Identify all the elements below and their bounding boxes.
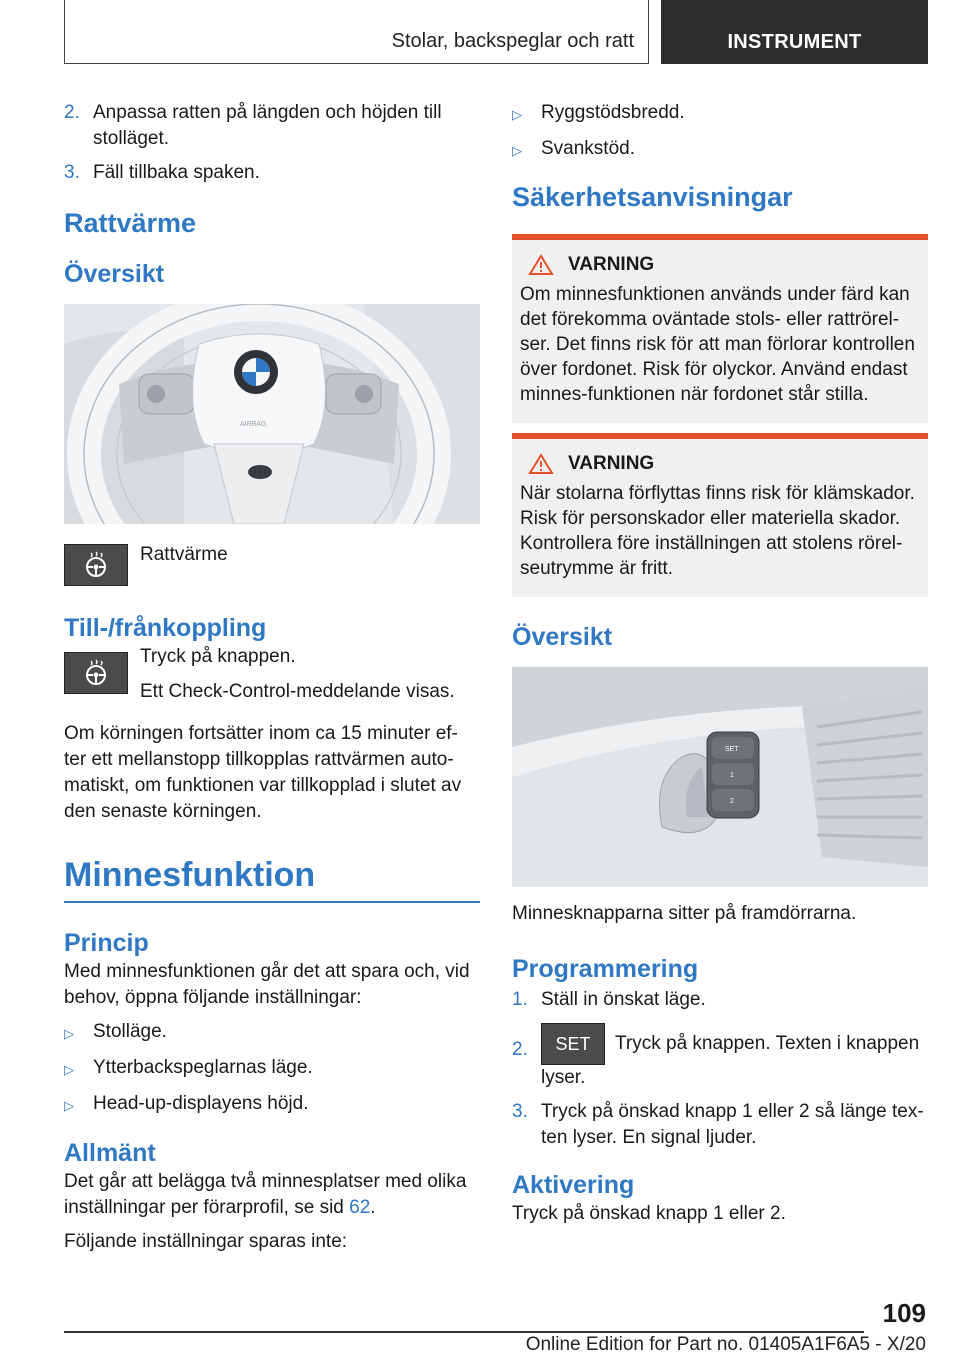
- list-item: [512, 100, 928, 128]
- aktivering-paragraph: Tryck på önskad knapp 1 eller 2.: [512, 1203, 786, 1224]
- list-item-text: Ytterbackspeglarnas läge.: [93, 1057, 313, 1078]
- door-panel-illustration: [512, 667, 928, 887]
- till-line-1: Tryck på knappen.: [140, 646, 296, 667]
- step-text: Anpassa ratten på längden och höjden till stolläget.: [93, 102, 442, 149]
- heated-steering-button[interactable]: [64, 544, 128, 586]
- step-item: [512, 987, 928, 1013]
- list-item-text: Head-up-displayens höjd.: [93, 1093, 309, 1114]
- right-column: [512, 100, 928, 1227]
- list-item: [64, 1055, 480, 1083]
- warning-triangle-icon: [528, 254, 554, 276]
- footer-edition: Online Edition for Part no. 01405A1F6A5 - X/20: [525, 1334, 926, 1355]
- heated-steering-wheel-icon: [81, 550, 111, 580]
- warning-title: [520, 453, 920, 475]
- step-content: [541, 1023, 928, 1091]
- list-item: [64, 1091, 480, 1119]
- allmant-text-a: Det går att belägga två minnesplatser med olika inställningar per förarprofil, se sid: [64, 1171, 467, 1218]
- warning-box: [512, 433, 928, 597]
- warning-title: [520, 254, 920, 276]
- step-number: 1.: [512, 989, 528, 1010]
- list-item: [64, 1019, 480, 1047]
- door-memory-photo: [512, 667, 928, 887]
- footer-rule: [64, 1331, 864, 1333]
- step-text: Tryck på önskad knapp 1 eller 2 så länge tex‐ten lyser. En signal ljuder.: [541, 1101, 924, 1148]
- bullet-triangle-icon: ▷: [64, 1026, 74, 1041]
- princip-paragraph: Med minnesfunktionen går det att spara och, vid behov, öppna följande inställningar:: [64, 961, 470, 1008]
- foljande-paragraph: Följande inställningar sparas inte:: [64, 1231, 348, 1252]
- bullet-triangle-icon: ▷: [512, 143, 522, 158]
- step-text: Fäll tillbaka spaken.: [93, 162, 260, 183]
- warning-box: [512, 234, 928, 423]
- photo-airbag-label: AIRBAG: [240, 421, 267, 428]
- steering-wheel-illustration: [64, 304, 480, 524]
- heading-minnesfunktion: Minnesfunktion: [64, 856, 316, 894]
- till-line-2: Ett Check-Control-meddelande visas.: [140, 681, 455, 702]
- left-column: [64, 100, 480, 1255]
- allmant-text-b: .: [370, 1197, 376, 1218]
- till-fran-row: [64, 644, 480, 705]
- section-tab[interactable]: [64, 0, 649, 64]
- step-number: 2.: [512, 1039, 528, 1060]
- list-item-text: Svankstöd.: [541, 138, 635, 159]
- heading-sakerhet: Säkerhetsanvisningar: [512, 182, 793, 212]
- step-item: [512, 1023, 928, 1091]
- page-number: 109: [882, 1298, 926, 1328]
- warning-text: Om minnesfunktionen används under färd kan det förekomma oväntade stols- eller rattrörel‐ser. Det finns risk för att man förlorar kontrollen över fordonet. Risk för olyckor. Använd endast minnes-funktionen när fordonet står stilla.: [520, 284, 915, 405]
- step-number: 3.: [64, 162, 80, 183]
- bullet-triangle-icon: ▷: [64, 1098, 74, 1113]
- allmant-paragraph: [64, 1169, 480, 1221]
- list-item-text: Stolläge.: [93, 1021, 167, 1042]
- bullet-triangle-icon: ▷: [512, 107, 522, 122]
- photo-one-label: 1: [730, 772, 734, 779]
- warning-triangle-icon: [528, 453, 554, 475]
- step-item: [512, 1099, 928, 1151]
- warning-label: VARNING: [568, 254, 655, 275]
- page-header: [64, 0, 928, 64]
- heading-programmering: Programmering: [512, 955, 699, 983]
- step-item: [64, 100, 480, 152]
- page-reference-link[interactable]: 62: [349, 1197, 371, 1218]
- photo-set-label: SET: [725, 746, 739, 753]
- heading-allmant: Allmänt: [64, 1139, 156, 1167]
- warning-text: När stolarna förflyttas finns risk för klämskador. Risk för personskador eller materiella skador. Kontrollera före inställningen att stolens rörel‐seutrymme är fritt.: [520, 483, 915, 579]
- heading-aktivering: Aktivering: [512, 1171, 635, 1199]
- heading-oversikt: Översikt: [64, 260, 165, 288]
- photo-caption: Minnesknapparna sitter på framdörrarna.: [512, 903, 857, 924]
- bullet-triangle-icon: ▷: [64, 1062, 74, 1077]
- heading-rule: [64, 901, 480, 903]
- list-item: [512, 136, 928, 164]
- heading-princip: Princip: [64, 929, 149, 957]
- photo-two-label: 2: [730, 798, 734, 805]
- till-fran-text: [140, 644, 455, 705]
- list-item-text: Ryggstödsbredd.: [541, 102, 685, 123]
- heated-steering-button[interactable]: [64, 652, 128, 694]
- steering-wheel-photo: [64, 304, 480, 524]
- chapter-tab[interactable]: [661, 0, 928, 64]
- step-text: Tryck på knappen. Texten i knappen lyser.: [541, 1033, 920, 1088]
- section-title: Stolar, backspeglar och ratt: [391, 30, 634, 52]
- rattvarme-legend: [64, 544, 480, 586]
- step-item: [64, 160, 480, 186]
- heading-oversikt-right: Översikt: [512, 623, 613, 651]
- set-button[interactable]: SET: [541, 1023, 605, 1065]
- heading-till-fran: Till-/frånkoppling: [64, 614, 267, 642]
- chapter-title: INSTRUMENT: [727, 31, 862, 53]
- step-text: Ställ in önskat läge.: [541, 989, 706, 1010]
- heading-rattvarme: Rattvärme: [64, 208, 197, 238]
- rattvarme-paragraph: Om körningen fortsätter inom ca 15 minuter ef‐ter ett mellanstopp tillkopplas rattvärmen auto‐matiskt, om funktionen var tillkopplad i slutet av den senaste körningen.: [64, 723, 462, 822]
- warning-label: VARNING: [568, 453, 655, 474]
- step-number: 2.: [64, 102, 80, 123]
- step-number: 3.: [512, 1101, 528, 1122]
- badge-caption: Rattvärme: [140, 544, 228, 565]
- heated-steering-wheel-icon: [81, 658, 111, 688]
